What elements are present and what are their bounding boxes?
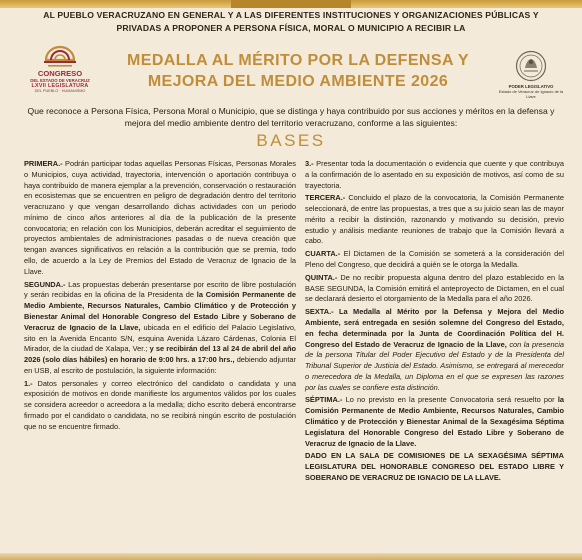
cuarta-text: El Dictamen de la Comisión se someterá a la consideración del Pleno del Congreso, que decidirá a quién se le otorga la Medalla. xyxy=(305,249,564,270)
primera-heading: PRIMERA.- xyxy=(24,159,63,168)
segunda-text-d: y se recibirán del 13 al 24 de abril del año 2026 (solo días hábiles) en horario de 9:00 hrs. a 17:00 hrs., xyxy=(24,344,296,365)
item1-text: Datos personales y correo electrónico del candidato o candidata y una exposición de motivos en donde manifieste los argumentos válidos por los cuales se considera acreedor o acreedora a la medalla; dicho escrito deberá encontrarse firmado por el candidato o candidata, no se recibirá ningún escrito de postulación que no se encuentre firmado. xyxy=(24,378,296,431)
bottom-decorative-band xyxy=(0,553,582,560)
base-quinta xyxy=(305,273,564,305)
congreso-logo xyxy=(18,44,102,94)
congreso-emblem-icon xyxy=(18,44,102,70)
closing-statement: DADO EN LA SALA DE COMISIONES DE LA SEXAGÉSIMA SÉPTIMA LEGISLATURA DEL HONORABLE CONGRESO DEL ESTADO LIBRE Y SOBERANO DE VERACRUZ DE IGNACIO DE LA LLAVE. xyxy=(305,451,564,482)
right-column xyxy=(305,159,564,486)
item3-text: Presentar toda la documentación o evidencia que cuente y que contribuya a la confirmación de lo asentado en su exposición de motivos, así como de su trayectoria. xyxy=(305,159,564,190)
septima-heading: SÉPTIMA.- xyxy=(305,395,343,405)
logo-state-text: DEL ESTADO DE VERACRUZ xyxy=(30,78,90,83)
segunda-text-a: Las propuestas deberán presentarse por escrito de libre postulación y serán recibidas en la oficina de la Presidenta de xyxy=(24,279,296,300)
base-cuarta xyxy=(305,249,564,271)
tercera-heading: TERCERA.- xyxy=(305,193,346,203)
cuarta-heading: CUARTA.- xyxy=(305,249,341,259)
left-column xyxy=(24,159,296,435)
estado-veracruz-text: Estado de Veracruz de Ignacio de la Llave xyxy=(498,89,564,99)
base-septima xyxy=(305,395,564,449)
logo-legislatura-text: LXVII LEGISLATURA xyxy=(31,83,89,89)
segunda-text-b: la Comisión Permanente de Medio Ambiente, Recursos Naturales, Cambio Climático y de Protección y Bienestar Animal del Honorable Congreso del Estado Libre y Soberano de Veracruz de Ignacio de la Llave, xyxy=(24,290,296,332)
septima-text-a: Lo no previsto en la presente Convocatoria será resuelto por xyxy=(342,395,558,405)
segunda-heading: SEGUNDA.- xyxy=(24,279,66,289)
requirement-3 xyxy=(305,159,564,191)
page-title: MEDALLA AL MÉRITO POR LA DEFENSA Y MEJORA DEL MEDIO AMBIENTE 2026 xyxy=(127,52,469,90)
sexta-bold-text: SEXTA.- La Medalla al Mérito por la Defensa y Mejora del Medio Ambiente, será entregada en sesión solemne del Congreso del Estado, en fecha determinada por la Junta de Coordinación Política del H. Congreso del Estado de Veracruz de Ignacio de la Llave, xyxy=(305,307,564,349)
poder-legislativo-logo xyxy=(494,50,568,99)
item1-heading: 1.- xyxy=(24,378,33,388)
poder-legislativo-text: PODER LEGISLATIVO xyxy=(508,84,554,89)
base-primera xyxy=(24,159,296,278)
tercera-text: Concluido el plazo de la convocatoria, la Comisión Permanente seleccionará, de entre las propuestas, a tres que a su juicio sean las de mayor mérito a recibir la distinción, razonando y motivando su decisión, previo estudio y análisis mediante reuniones de trabajo que la Comisión llevará a cabo. xyxy=(305,193,564,246)
base-tercera xyxy=(305,193,564,247)
lead-paragraph: Que reconoce a Persona Física, Persona Moral o Municipio, que se distinga y haya contribuido por sus acciones y méritos en la defensa y mejora del medio ambiente dentro del territorio veracruzano, conforme a las siguientes: xyxy=(27,106,555,129)
segunda-text-e: debiendo adjuntar en USB, al escrito de postulación, la siguiente información: xyxy=(24,355,297,375)
logo-congreso-text: CONGRESO xyxy=(37,69,83,78)
top-decorative-band xyxy=(0,0,582,8)
bases-heading: BASES xyxy=(256,131,326,150)
sexta-italic-text: con la presencia de la persona Titular del Poder Ejecutivo del Estado y de la Presidenta del Tribunal Superior de Justicia del Estado. Asimismo, se entregará al merecedor o merecedora de la Medalla, un Diploma en el que se expresen las razones por las cuales se confiere esta distinción. xyxy=(305,339,565,392)
septima-text-b: la Comisión Permanente de Medio Ambiente, Recursos Naturales, Cambio Climático y de Protección y Bienestar Animal de la Sexagésima Séptima Legislatura del Honorable Congreso del Estado Libre y Soberano de Veracruz de Ignacio de la Llave. xyxy=(305,395,564,448)
base-segunda xyxy=(24,280,296,377)
base-sexta xyxy=(305,307,564,393)
quinta-text: De no recibir propuesta alguna dentro del plazo establecido en la BASE SEGUNDA, la Comisión emitirá el anteproyecto de Dictamen, en el cual se declarará desierto el otorgamiento de la Medalla para el año 2026. xyxy=(305,272,564,304)
item3-heading: 3.- xyxy=(305,159,314,168)
state-seal-icon xyxy=(515,50,547,82)
requirement-1 xyxy=(24,379,296,433)
primera-text: Podrán participar todas aquellas Personas Físicas, Personas Morales o Municipios, cuya actividad, trayectoria, intervención o aportación contribuya o haya contribuido de manera ejemplar a la prevención, conservación o restauración en ecosistemas que se encuentren en peligro de degradación dentro del territorio veracruzano y que vengan desarrollando dichas actividades con un periodo mínimo de cinco años anteriores al día de la publicación de la presente convocatoria; en relación con los Municipios, deberán acreditar el seguimiento de proyectos ambientales de administraciones pasadas o de nueva creación que tengan avances significativos en relación a la contribución que se premia, todo ello, de acuerdo a la Ley de Premios del Estado de Veracruz de Ignacio de la Llave. xyxy=(24,159,296,276)
intro-text: AL PUEBLO VERACRUZANO EN GENERAL Y A LAS DIFERENTES INSTITUCIONES Y ORGANIZACIONES PÚBLICAS Y PRIVADAS A PROPONER A PERSONA FÍSICA, MORAL O MUNICIPIO A RECIBIR LA xyxy=(43,10,539,33)
quinta-heading: QUINTA.- xyxy=(305,272,338,282)
segunda-text-c: ubicada en el edificio del Palacio Legislativo, sito en la Avenida Encanto S/N, esquina Avenida Lázaro Cárdenas, Colonia El Mirador, de la ciudad de Xalapa, Ver.; xyxy=(24,322,296,354)
logo-motto-text: DEL PUEBLO · HUMANISMO xyxy=(34,89,86,93)
